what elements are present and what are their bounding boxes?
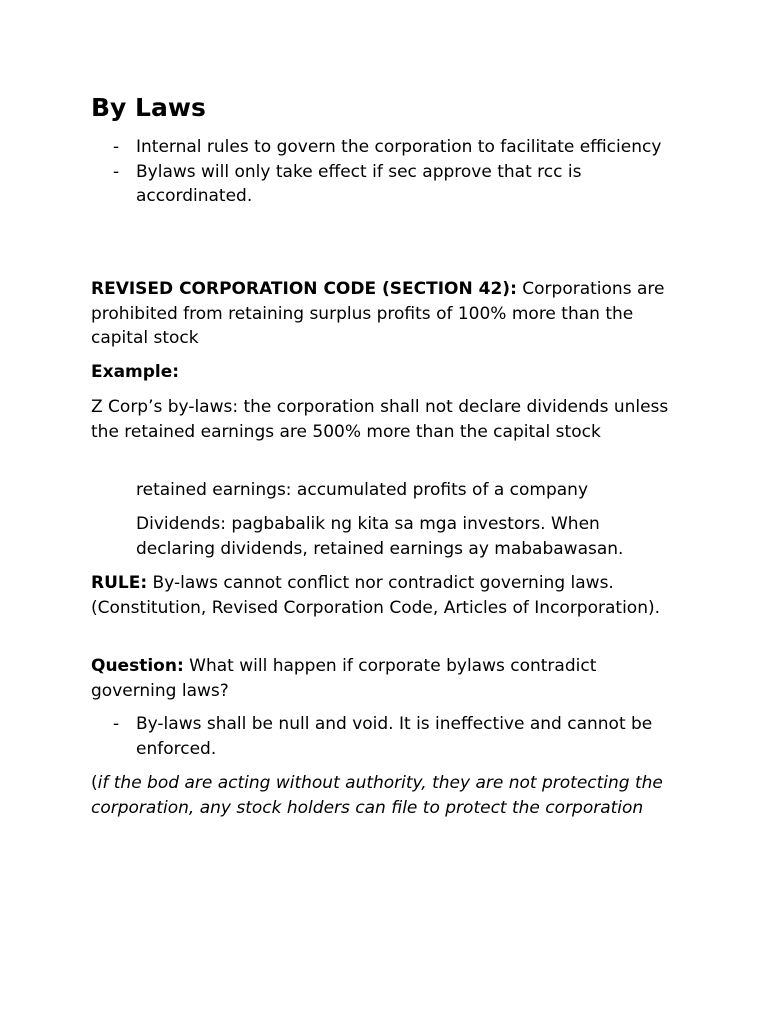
list-item-text: Internal rules to govern the corporation to facilitate efficiency bbox=[136, 137, 662, 157]
list-item bbox=[91, 135, 681, 160]
example-paragraph: Z Corp’s by-laws: the corporation shall not declare dividends unless the retained earnings are 500% more than the capital stock bbox=[91, 397, 669, 442]
question-label: Question: bbox=[91, 656, 184, 676]
list-item bbox=[91, 712, 681, 761]
note-paragraph bbox=[91, 771, 681, 820]
note-text: if the bod are acting without authority, they are not protecting the corporation, any stock holders can file to protect the corporation bbox=[91, 773, 663, 818]
bullet-dash: - bbox=[113, 714, 120, 734]
rcc-text: Corporations are prohibited from retaining surplus profits of 100% more than the capital stock bbox=[91, 279, 665, 348]
bullet-dash: - bbox=[113, 161, 120, 182]
note-open-paren: ( bbox=[91, 773, 98, 793]
rule-text: By-laws cannot conflict nor contradict governing laws. (Constitution, Revised Corporation Code, Articles of Incorporation). bbox=[91, 573, 661, 618]
list-item-text: Bylaws will only take effect if sec approve that rcc is accordinated. bbox=[136, 161, 582, 206]
rule-paragraph bbox=[91, 571, 681, 620]
definition-retained-earnings: retained earnings: accumulated profits of a company bbox=[136, 480, 589, 500]
rule-label: RULE: bbox=[91, 573, 148, 593]
rcc-paragraph bbox=[91, 277, 681, 351]
rcc-label: REVISED CORPORATION CODE (SECTION 42): bbox=[91, 279, 517, 299]
bylaws-bullet-list bbox=[91, 135, 681, 209]
list-item bbox=[91, 160, 681, 209]
question-paragraph bbox=[91, 654, 681, 703]
example-label: Example: bbox=[91, 362, 180, 382]
page-title: By Laws bbox=[91, 93, 206, 122]
answer-bullet-list bbox=[91, 712, 681, 761]
definition-dividends: Dividends: pagbabalik ng kita sa mga investors. When declaring dividends, retained earnings ay mababawasan. bbox=[136, 514, 624, 559]
question-text: What will happen if corporate bylaws contradict governing laws? bbox=[91, 656, 597, 701]
list-item-text: By-laws shall be null and void. It is ineffective and cannot be enforced. bbox=[136, 714, 653, 759]
example-heading bbox=[91, 360, 681, 385]
bullet-dash: - bbox=[113, 137, 120, 157]
